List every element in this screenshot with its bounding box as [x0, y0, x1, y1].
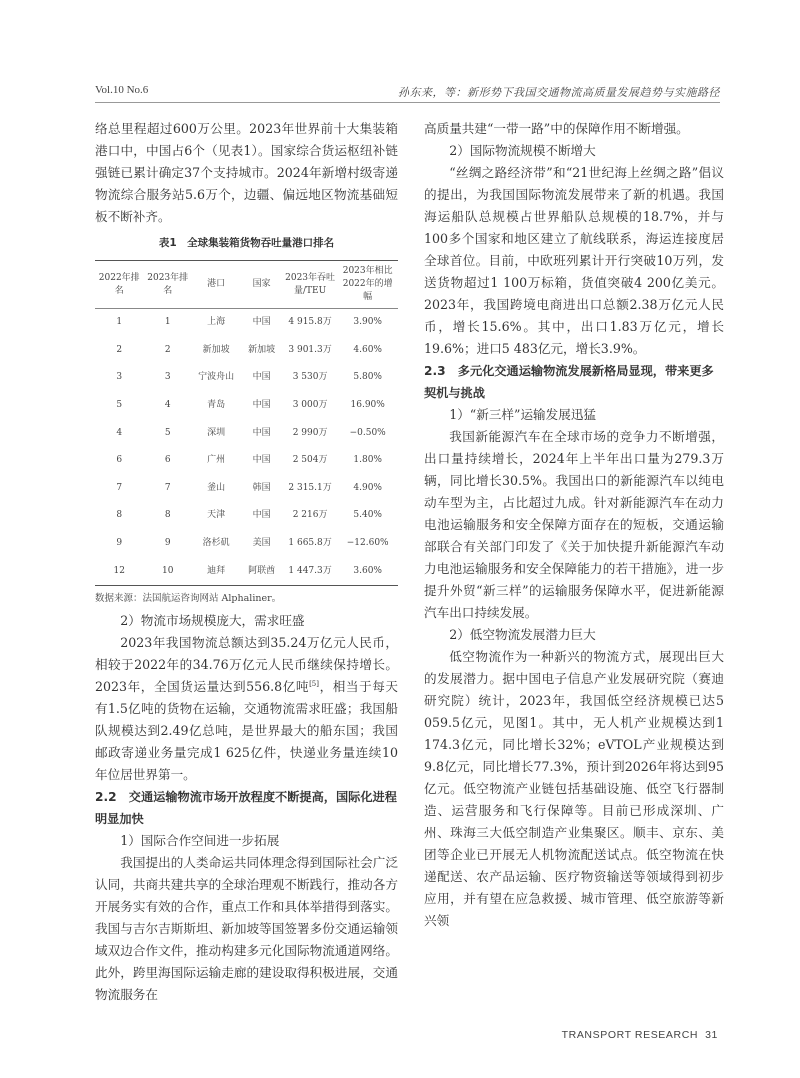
table-cell: 8: [164, 510, 171, 521]
table-cell: 5.40%: [353, 510, 382, 521]
table-cell: 阿联酋: [248, 565, 276, 576]
table-row: [95, 475, 398, 503]
table-row: [95, 557, 398, 585]
col-header-rank-2023: 2023年排名: [147, 272, 189, 296]
paragraph: [95, 632, 398, 786]
table-cell: 9: [164, 538, 171, 549]
table-cell: 美国: [252, 538, 271, 549]
paragraph: 我国提出的人类命运共同体理念得到国际社会广泛认同，共商共建共享的全球治理观不断践行，推动各方开展务实有效的合作，重点工作和具体举措得到落实。我国与吉尔吉斯斯坦、新加坡等国签署多份交通运输领域双边合作文件，推动构建多元化国际物流通道网络。此外，跨里海国际运输走廊的建设取得积极进展，交通物流服务在: [95, 854, 398, 1002]
table-cell: 洛杉矶: [202, 538, 230, 549]
table-cell: 釜山: [207, 482, 226, 493]
table-cell: 16.90%: [350, 400, 385, 411]
running-header: [95, 84, 720, 103]
page-footer: [562, 1029, 718, 1041]
running-title: 孙东来，等：新形势下我国交通物流高质量发展趋势与实施路径: [398, 86, 720, 99]
table-cell: 韩国: [252, 482, 271, 493]
volume-label: Vol.10 No.6: [95, 84, 149, 96]
table-row: [95, 392, 398, 420]
table-cell: 中国: [252, 427, 271, 438]
table-cell: 5: [116, 400, 123, 411]
table-row: [95, 447, 398, 475]
table-cell: 中国: [252, 317, 271, 328]
table-cell: 3: [116, 372, 123, 383]
table-cell: 中国: [252, 510, 271, 521]
table-cell: 2: [164, 344, 171, 355]
table-cell: 4.60%: [353, 344, 382, 355]
table-cell: 1 447.3万: [288, 565, 332, 576]
table-cell: 2 990万: [292, 427, 328, 438]
table-row: [95, 309, 398, 337]
table-cell: 青岛: [207, 400, 226, 411]
paragraph: “丝绸之路经济带”和“21世纪海上丝绸之路”倡议的提出，为我国国际物流发展带来了新的机遇。我国海运船队总规模占世界船队总规模的18.7%，并与100多个国家和地区建立了航线联系，海运连接度居全球首位。目前，中欧班列累计开行突破10万列，发送货物超过1 100万标箱，货值突破4 200亿美元。2023年，我国跨境电商进出口总额2.38万亿元人民币，增长15.6%。其中，出口1.83万亿元，增长19.6%；进口5 483亿元，增长3.9%。: [424, 165, 724, 356]
citation: [5]: [309, 679, 319, 688]
table-cell: 新加坡: [202, 344, 230, 355]
table-row: [95, 530, 398, 558]
journal-name: TRANSPORT RESEARCH: [561, 1029, 699, 1041]
table-row: [95, 337, 398, 365]
table-cell: 4.90%: [353, 482, 382, 493]
table-cell: 中国: [252, 400, 271, 411]
table-cell: 3.90%: [353, 317, 382, 328]
table-cell: 1: [164, 317, 171, 328]
table-cell: 1: [116, 317, 123, 328]
table-cell: 1 665.8万: [288, 538, 332, 549]
table-cell: 6: [164, 455, 171, 466]
left-column: [95, 118, 398, 1006]
table-cell: 3 901.3万: [288, 344, 332, 355]
table-note: 数据来源：法国航运咨询网站 Alphaliner。: [95, 592, 282, 604]
table-cell: 2 315.1万: [288, 482, 332, 493]
paragraph-text: 2023年我国物流总额达到35.24万亿元人民币，相较于2022年的34.76万亿元人民币继续保持增长。2023年，全国货运量达到556.8亿吨: [95, 634, 398, 694]
paragraph: 低空物流作为一种新兴的物流方式，展现出巨大的发展潜力。据中国电子信息产业发展研究院（赛迪研究院）统计，2023年，我国低空经济规模已达5 059.5亿元，见图1。其中，无人机产业规模达到1 174.3亿元，同比增长32%；eVTOL产业规模达到9.8亿元，同比增长77.3%，预计到2026年将达到95亿元。低空物流产业链包括基础设施、低空飞行器制造、运营服务和飞行保障等。目前已形成深圳、广州、珠海三大低空制造产业集聚区。顺丰、京东、美团等企业已开展无人机物流配送试点。低空物流在快递配送、农产品运输、医疗物资输送等领域得到初步应用，并有望在应急救援、城市管理、低空旅游等新兴领: [424, 649, 724, 928]
table-cell: 3: [164, 372, 171, 383]
table-row: [95, 419, 398, 447]
table-cell: 深圳: [207, 427, 226, 438]
paragraph: 我国新能源汽车在全球市场的竞争力不断增强，出口量持续增长，2024年上半年出口量为279.3万辆，同比增长30.5%。我国出口的新能源汽车以纯电动车型为主，占比超过九成。针对新能源汽车在动力电池运输服务和安全保障方面存在的短板，交通运输部联合有关部门印发了《关于加快提升新能源汽车动力电池运输服务和安全保障能力的若干措施》，进一步提升外贸“新三样”的运输服务保障水平，促进新能源汽车出口持续发展。: [424, 429, 724, 620]
table-cell: 新加坡: [248, 344, 276, 355]
table-cell: 4 915.8万: [288, 317, 332, 328]
table-cell: 4: [164, 400, 171, 411]
table-cell: 3.60%: [353, 565, 382, 576]
table-cell: 中国: [252, 372, 271, 383]
table-cell: 5.80%: [353, 372, 382, 383]
table-cell: 宁波舟山: [198, 372, 235, 383]
table-cell: 6: [116, 455, 123, 466]
section-heading: 2.3 多元化交通运输物流发展新格局显现，带来更多契机与挑战: [424, 364, 714, 400]
table-cell: 7: [164, 482, 171, 493]
table-cell: 2: [116, 344, 123, 355]
table-cell: 广州: [207, 455, 226, 466]
subheading: 2）低空物流发展潜力巨大: [449, 627, 596, 642]
table-cell: 7: [116, 482, 123, 493]
table-cell: 3 000万: [292, 400, 328, 411]
table-row: [95, 364, 398, 392]
right-column: [424, 118, 724, 932]
col-header-port: 港口: [207, 279, 226, 289]
table-cell: 8: [116, 510, 123, 521]
table-cell: 中国: [252, 455, 271, 466]
paragraph-text: ，相当于每天有1.5亿吨的货物在运输，交通物流需求旺盛；我国船队规模达到2.49亿总吨，是世界最大的船东国；我国邮政寄递业务量完成1 625亿件，快递业务量连续10年位居世界第一。: [95, 678, 398, 782]
subheading: 2）物流市场规模庞大，需求旺盛: [120, 612, 305, 628]
subheading: 1）“新三样”运输发展迅猛: [449, 407, 597, 422]
table-cell: −0.50%: [349, 427, 386, 438]
paragraph: 络总里程超过600万公里。2023年世界前十大集装箱港口中，中国占6个（见表1）。国家综合货运枢纽补链强链已累计确定37个支持城市。2024年新增村级寄递物流综合服务站5.6万个，边疆、偏远地区物流基础短板不断补齐。: [95, 121, 398, 224]
table-cell: 5: [164, 427, 171, 438]
table-cell: 1.80%: [353, 455, 382, 466]
table-cell: 10: [161, 565, 174, 576]
table-cell: 3 530万: [292, 372, 328, 383]
table-cell: 2 216万: [292, 510, 328, 521]
col-header-throughput: 2023年吞吐量/TEU: [285, 272, 336, 296]
col-header-rank-2022: 2022年排名: [98, 272, 140, 296]
section-heading: 2.2 交通运输物流市场开放程度不断提高，国际化进程明显加快: [95, 789, 397, 826]
table-cell: −12.60%: [346, 538, 389, 549]
table-cell: 4: [116, 427, 123, 438]
subheading: 2）国际物流规模不断增大: [449, 143, 596, 158]
page-number: 31: [705, 1029, 718, 1041]
table-cell: 天津: [207, 510, 226, 521]
table-cell: 2 504万: [292, 455, 328, 466]
table-header-row: [95, 261, 398, 309]
table-cell: 12: [113, 565, 125, 576]
port-ranking-table: [95, 260, 398, 586]
col-header-growth: 2023年相比2022年的增幅: [342, 266, 393, 302]
paragraph: 高质量共建“一带一路”中的保障作用不断增强。: [424, 121, 689, 136]
subheading: 1）国际合作空间进一步拓展: [120, 832, 280, 848]
table-caption: 表1 全球集装箱货物吞吐量港口排名: [158, 237, 335, 249]
table-row: [95, 502, 398, 530]
col-header-country: 国家: [252, 279, 271, 289]
table-cell: 9: [116, 538, 123, 549]
table-cell: 迪拜: [207, 565, 226, 576]
table-cell: 上海: [207, 317, 226, 328]
